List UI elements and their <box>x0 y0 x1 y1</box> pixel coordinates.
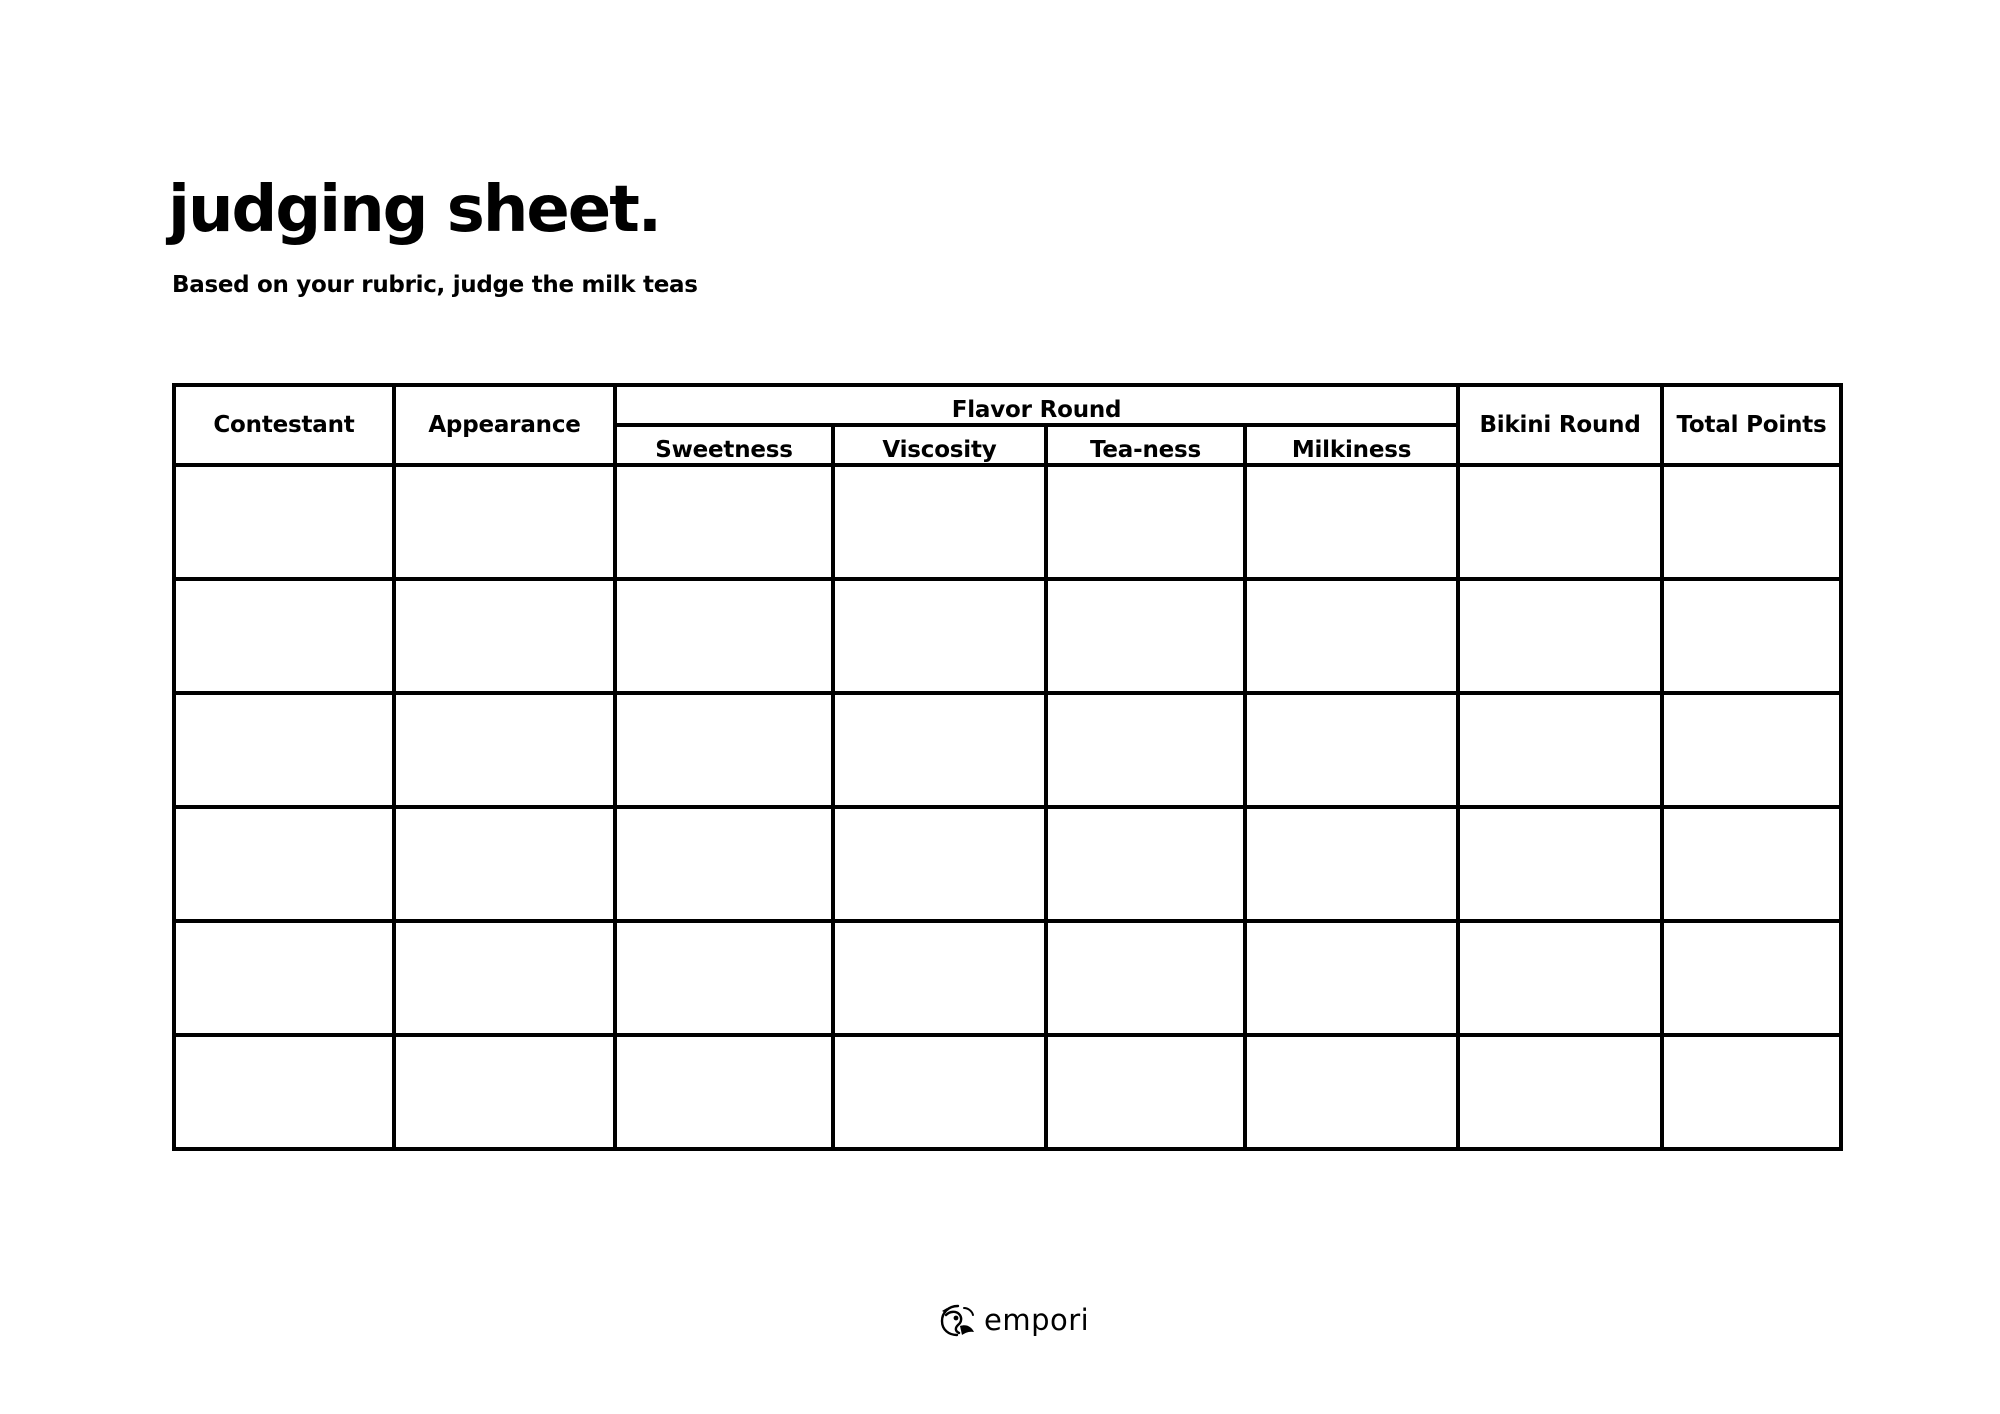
table-row <box>174 1035 1841 1149</box>
header-flavor-round: Flavor Round <box>615 385 1458 425</box>
score-cell[interactable] <box>1245 1035 1458 1149</box>
score-cell[interactable] <box>1046 807 1245 921</box>
footer-logo <box>938 1302 1089 1338</box>
header-bikini-round: Bikini Round <box>1458 385 1662 465</box>
score-cell[interactable] <box>174 579 394 693</box>
score-cell[interactable] <box>1662 921 1841 1035</box>
header-tea-ness: Tea-ness <box>1046 425 1245 465</box>
emporium-bird-logo-icon <box>938 1302 978 1338</box>
score-cell[interactable] <box>174 465 394 579</box>
score-cell[interactable] <box>1245 693 1458 807</box>
score-cell[interactable] <box>833 1035 1046 1149</box>
table-body <box>174 465 1841 1149</box>
score-cell[interactable] <box>394 807 615 921</box>
header-contestant: Contestant <box>174 385 394 465</box>
header-total-points: Total Points <box>1662 385 1841 465</box>
score-cell[interactable] <box>1458 1035 1662 1149</box>
score-cell[interactable] <box>1046 465 1245 579</box>
score-cell[interactable] <box>1662 465 1841 579</box>
table-row <box>174 579 1841 693</box>
score-cell[interactable] <box>615 693 833 807</box>
score-cell[interactable] <box>394 921 615 1035</box>
score-cell[interactable] <box>1662 693 1841 807</box>
table-row <box>174 693 1841 807</box>
brand-name: empori <box>984 1302 1090 1337</box>
score-cell[interactable] <box>833 579 1046 693</box>
table-row <box>174 465 1841 579</box>
score-cell[interactable] <box>833 807 1046 921</box>
score-cell[interactable] <box>1046 579 1245 693</box>
header-sweetness: Sweetness <box>615 425 833 465</box>
page-subtitle: Based on your rubric, judge the milk teas <box>172 272 698 298</box>
score-cell[interactable] <box>615 807 833 921</box>
header-viscosity: Viscosity <box>833 425 1046 465</box>
score-cell[interactable] <box>1245 465 1458 579</box>
score-cell[interactable] <box>615 921 833 1035</box>
score-cell[interactable] <box>1245 579 1458 693</box>
table-row <box>174 807 1841 921</box>
score-cell[interactable] <box>1458 579 1662 693</box>
judging-table <box>172 383 1843 1151</box>
score-cell[interactable] <box>174 1035 394 1149</box>
score-cell[interactable] <box>174 921 394 1035</box>
score-cell[interactable] <box>1458 921 1662 1035</box>
score-cell[interactable] <box>833 693 1046 807</box>
score-cell[interactable] <box>1046 1035 1245 1149</box>
score-cell[interactable] <box>1458 807 1662 921</box>
score-cell[interactable] <box>615 465 833 579</box>
header-milkiness: Milkiness <box>1245 425 1458 465</box>
header-row-top <box>174 385 1841 425</box>
page-title: judging sheet. <box>168 173 661 247</box>
score-cell[interactable] <box>615 1035 833 1149</box>
score-cell[interactable] <box>833 465 1046 579</box>
score-cell[interactable] <box>174 807 394 921</box>
score-cell[interactable] <box>833 921 1046 1035</box>
table-row <box>174 921 1841 1035</box>
score-cell[interactable] <box>394 693 615 807</box>
header-appearance: Appearance <box>394 385 615 465</box>
score-cell[interactable] <box>394 1035 615 1149</box>
score-cell[interactable] <box>1662 579 1841 693</box>
score-cell[interactable] <box>1046 693 1245 807</box>
score-cell[interactable] <box>1662 807 1841 921</box>
score-cell[interactable] <box>1458 693 1662 807</box>
score-cell[interactable] <box>174 693 394 807</box>
score-cell[interactable] <box>1245 807 1458 921</box>
table-header <box>174 385 1841 465</box>
score-cell[interactable] <box>1458 465 1662 579</box>
score-cell[interactable] <box>615 579 833 693</box>
score-cell[interactable] <box>1662 1035 1841 1149</box>
score-cell[interactable] <box>1046 921 1245 1035</box>
score-cell[interactable] <box>394 579 615 693</box>
score-cell[interactable] <box>1245 921 1458 1035</box>
score-cell[interactable] <box>394 465 615 579</box>
